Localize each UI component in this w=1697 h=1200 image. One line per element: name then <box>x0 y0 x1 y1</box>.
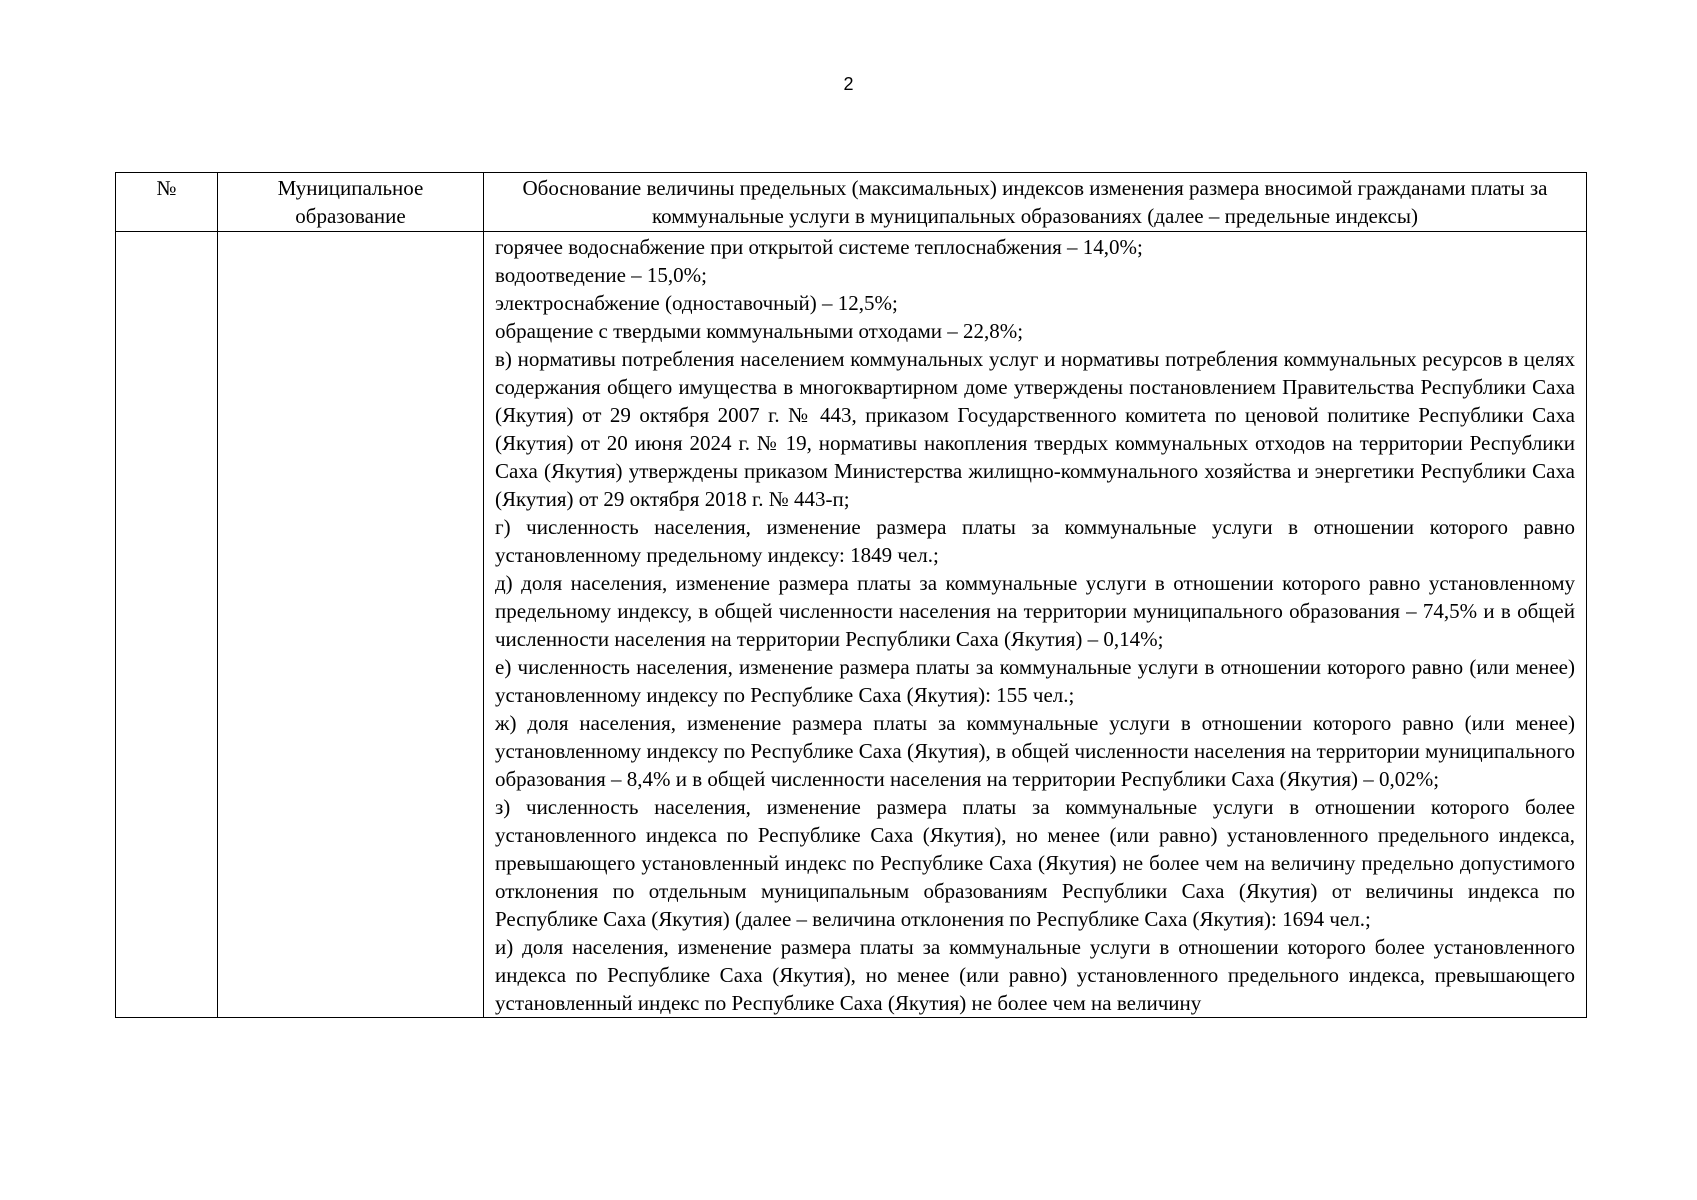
header-justification: Обоснование величины предельных (максимальных) индексов изменения размера вносимой гражданами платы за коммунальные услуги в муниципальных образованиях (далее – предельные индексы) <box>484 173 1587 232</box>
paragraph-item-zh: ж) доля населения, изменение размера платы за коммунальные услуги в отношении которого равно (или менее) установленному индексу по Республике Саха (Якутия), в общей численности населения на территории муниципального образования – 8,4% и в общей численности населения на территории Республики Саха (Якутия) – 0,02%; <box>495 711 1575 791</box>
paragraph-solid-waste: обращение с твердыми коммунальными отходами – 22,8%; <box>495 319 1024 343</box>
header-number: № <box>116 173 218 232</box>
header-municipality: Муниципальное образование <box>218 173 484 232</box>
paragraph-hot-water: горячее водоснабжение при открытой системе теплоснабжения – 14,0%; <box>495 235 1143 259</box>
paragraph-item-d: д) доля населения, изменение размера платы за коммунальные услуги в отношении которого равно установленному предельному индексу, в общей численности населения на территории муниципального образования – 74,5% и в общей численности населения на территории Республики Саха (Якутия) – 0,14%; <box>495 571 1575 651</box>
paragraph-item-i: и) доля населения, изменение размера платы за коммунальные услуги в отношении которого более установленного индекса по Республике Саха (Якутия), но менее (или равно) установленного предельного индекса, превышающего установленный индекс по Республике Саха (Якутия) не более чем на величину <box>495 935 1575 1015</box>
cell-justification <box>484 232 1587 1018</box>
paragraph-item-z: з) численность населения, изменение размера платы за коммунальные услуги в отношении которого более установленного индекса по Республике Саха (Якутия), но менее (или равно) установленного предельного индекса, превышающего установленный индекс по Республике Саха (Якутия) не более чем на величину предельно допустимого отклонения по отдельным муниципальным образованиям Республики Саха (Якутия) от величины индекса по Республике Саха (Якутия) (далее – величина отклонения по Республике Саха (Якутия): 1694 чел.; <box>495 795 1575 931</box>
paragraph-item-v: в) нормативы потребления населением коммунальных услуг и нормативы потребления коммунальных ресурсов в целях содержания общего имущества в многоквартирном доме утверждены постановлением Правительства Республики Саха (Якутия) от 29 октября 2007 г. № 443, приказом Государственного комитета по ценовой политике Республики Саха (Якутия) от 20 июня 2024 г. № 19, нормативы накопления твердых коммунальных отходов на территории Республики Саха (Якутия) утверждены приказом Министерства жилищно-коммунального хозяйства и энергетики Республики Саха (Якутия) от 29 октября 2018 г. № 443-п; <box>495 347 1575 511</box>
paragraph-wastewater: водоотведение – 15,0%; <box>495 263 707 287</box>
table-header-row <box>116 173 1587 232</box>
cell-number <box>116 232 218 1018</box>
paragraph-electricity: электроснабжение (одноставочный) – 12,5%; <box>495 291 898 315</box>
paragraph-item-e: е) численность населения, изменение размера платы за коммунальные услуги в отношении которого равно (или менее) установленному индексу по Республике Саха (Якутия): 155 чел.; <box>495 655 1575 707</box>
table-row <box>116 232 1587 1018</box>
cell-municipality <box>218 232 484 1018</box>
page-number: 2 <box>843 74 854 94</box>
justification-table <box>115 172 1587 1018</box>
paragraph-item-g: г) численность населения, изменение размера платы за коммунальные услуги в отношении которого равно установленному предельному индексу: 1849 чел.; <box>495 515 1575 567</box>
